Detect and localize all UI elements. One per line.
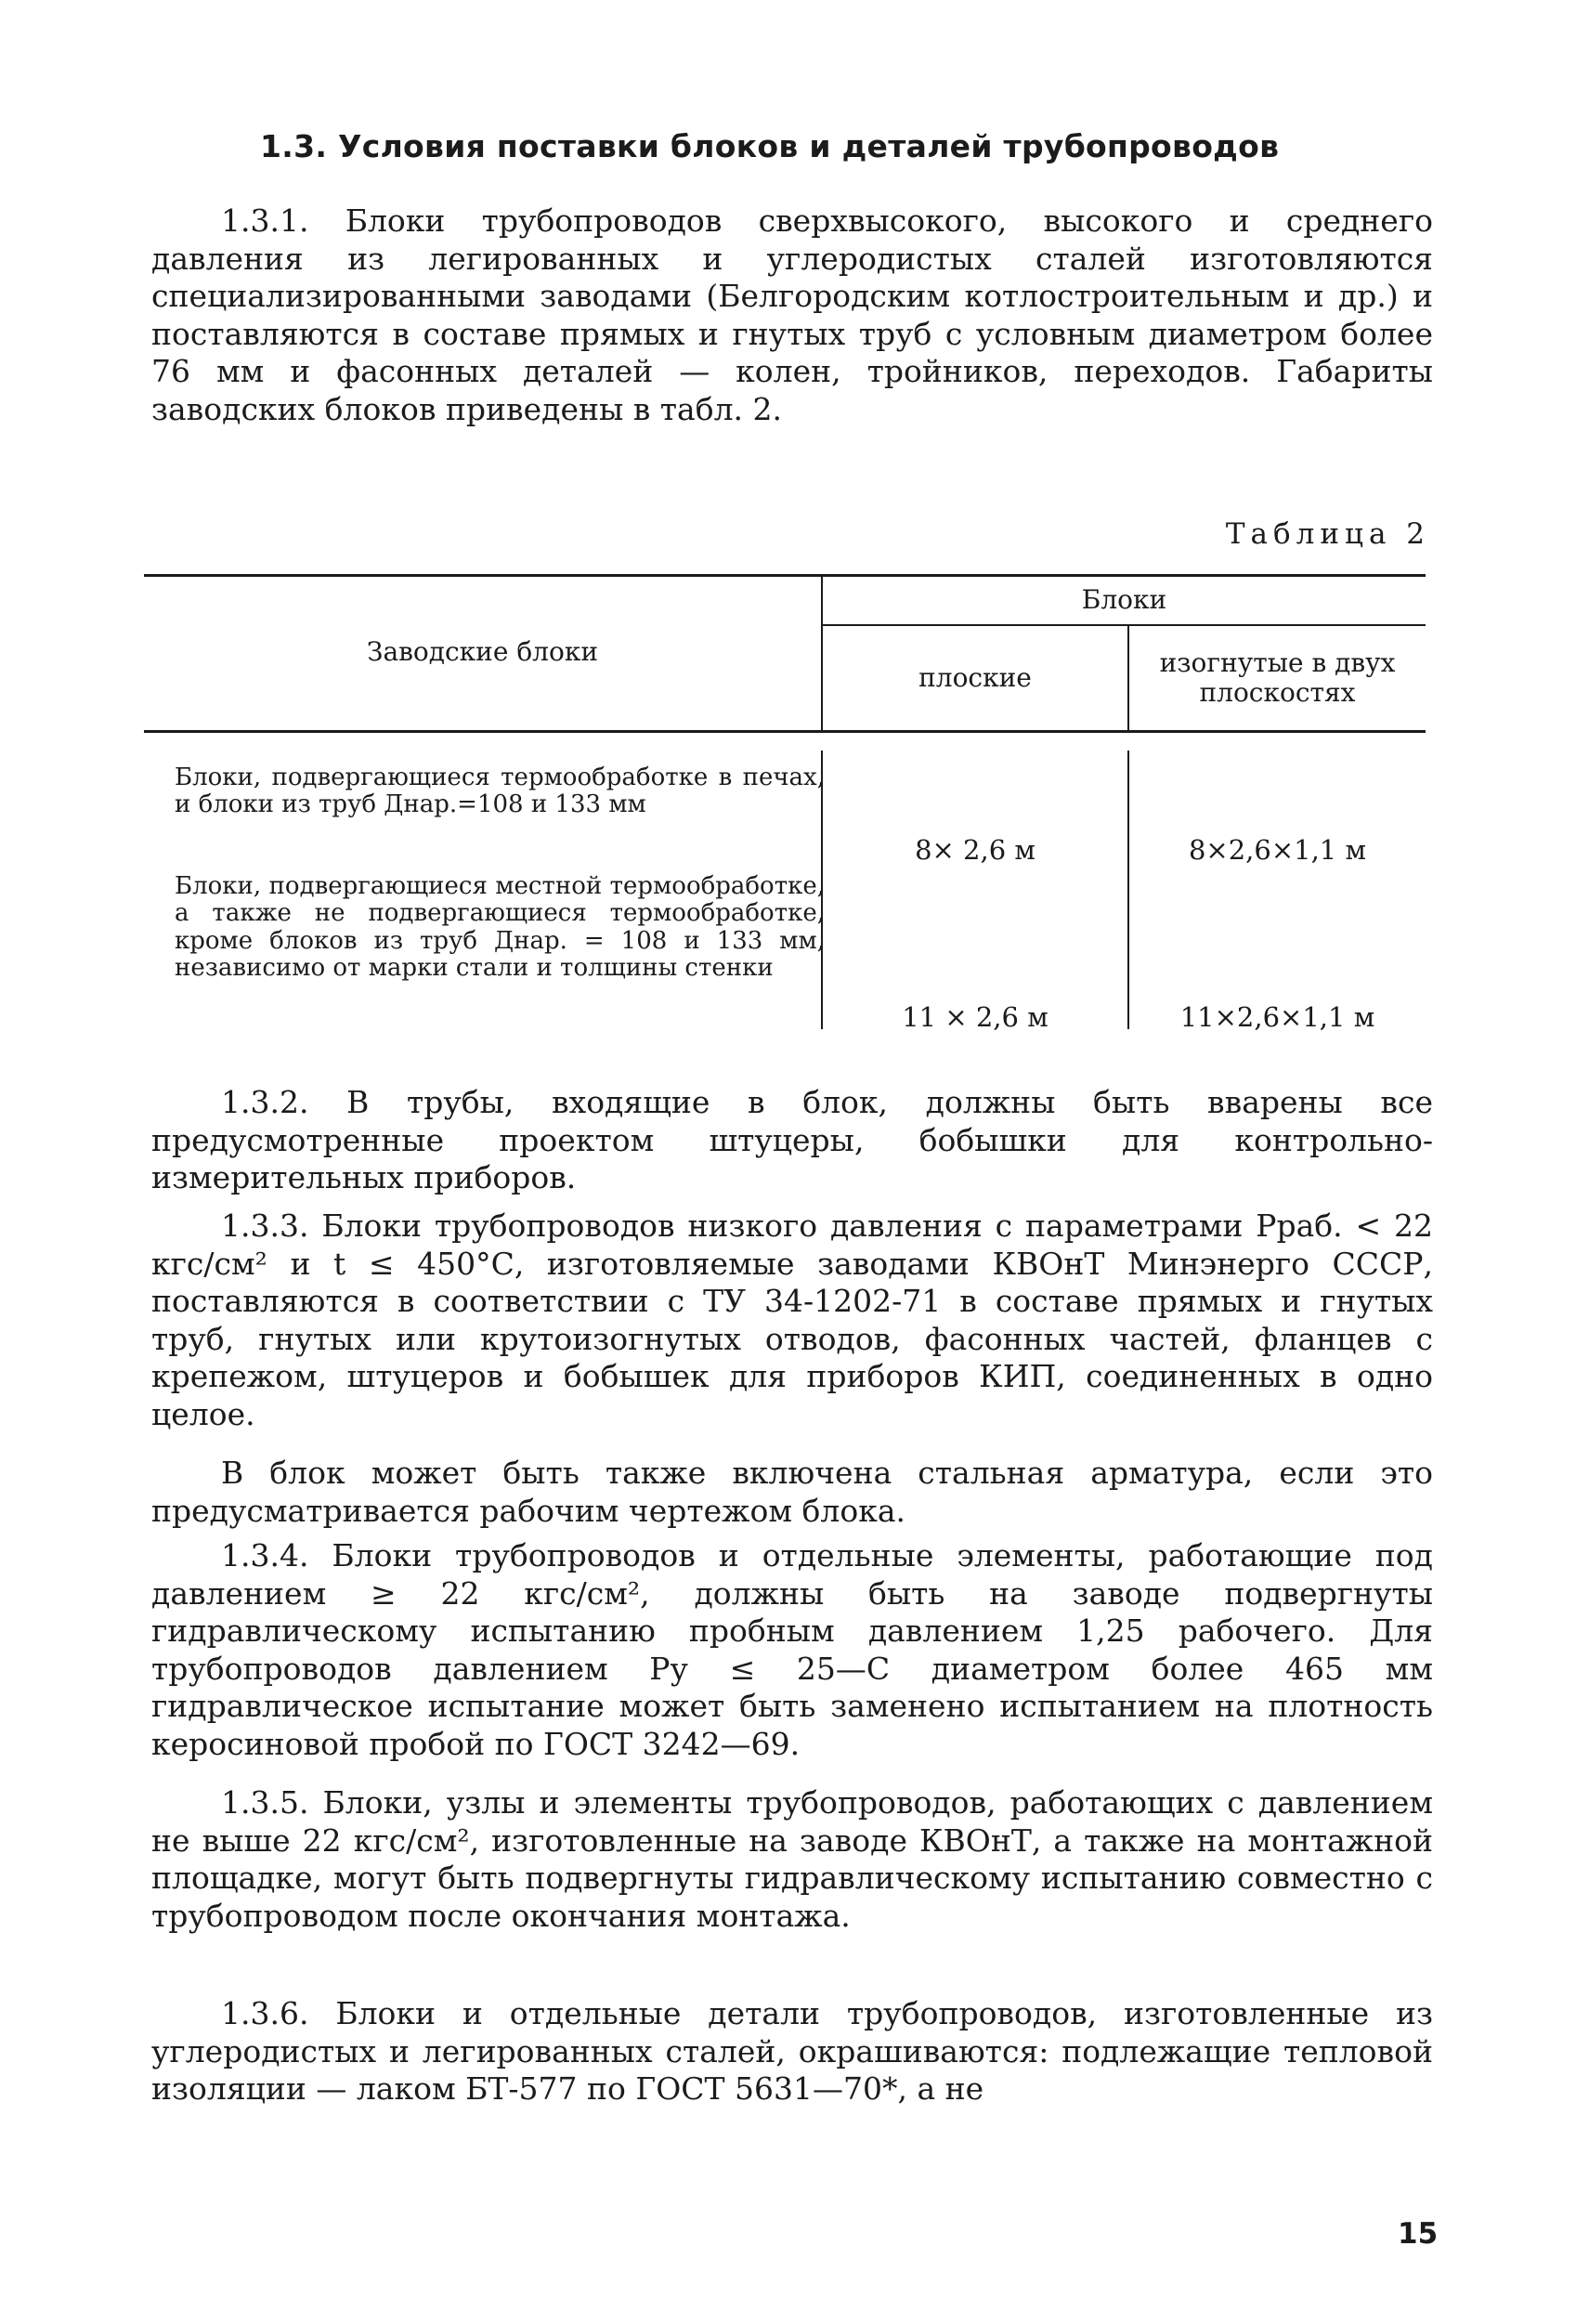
table-header-rule — [144, 730, 1426, 733]
table-row-2-desc: Блоки, подвергающиеся местной термообработке, а также не подвергающиеся термообработке, кроме блоков из труб Днар. = 108 и 133 мм, независимо от марки стали и толщины стенки — [175, 872, 825, 983]
page-number: 15 — [1398, 2217, 1439, 2251]
paragraph-1-3-3: 1.3.3. Блоки трубопроводов низкого давления с параметрами Pраб. < 22 кгс/см² и t ≤ 450°С, изготовляемые заводами КВОнТ Минэнерго СССР, поставляются в соответствии с ТУ 34-1202-71 в составе прямых и гнутых труб, гнутых или крутоизогнутых отводов, фасонных частей, фланцев с крепежом, штуцеров и бобышек для приборов КИП, соединенных в одно целое. — [151, 1208, 1433, 1432]
section-heading: 1.3. Условия поставки блоков и деталей трубопроводов — [260, 128, 1280, 164]
table-row-1-bent: 8×2,6×1,1 м — [1188, 834, 1367, 866]
table-row-1-desc: Блоки, подвергающиеся термообработке в печах, и блоки из труб Днар.=108 и 133 мм — [175, 764, 825, 819]
paragraph-1-3-3-cont: В блок может быть также включена стальная арматура, если это предусматривается рабочим чертежом блока. — [151, 1455, 1433, 1529]
table-row-1-flat: 8× 2,6 м — [915, 834, 1035, 866]
paragraph-1-3-1: 1.3.1. Блоки трубопроводов сверхвысокого, высокого и среднего давления из легированных и углеродистых сталей изготовляются специализированными заводами (Белгородским котлостроительным и др.) и поставляются в составе прямых и гнутых труб с условным диаметром более 76 мм и фасонных деталей — колен, тройников, переходов. Габариты заводских блоков приведены в табл. 2. — [151, 202, 1433, 427]
table-row-2-bent: 11×2,6×1,1 м — [1179, 1001, 1375, 1033]
paragraph-1-3-5: 1.3.5. Блоки, узлы и элементы трубопроводов, работающих с давлением не выше 22 кгс/см², изготовленные на заводе КВОнТ, а также на монтажной площадке, могут быть подвергнуты гидравлическому испытанию совместно с трубопроводом после окончания монтажа. — [151, 1784, 1433, 1934]
header-bent: изогнутые в двух плоскостях — [1159, 647, 1396, 708]
header-blocks: Блоки — [1081, 584, 1167, 615]
body-divider-2 — [1127, 751, 1129, 1029]
paragraph-1-3-6: 1.3.6. Блоки и отдельные детали трубопроводов, изготовленные из углеродистых и легированных сталей, окрашиваются: подлежащие тепловой изоляции — лаком БТ-577 по ГОСТ 5631—70*, а не — [151, 1995, 1433, 2107]
table-caption: Таблица 2 — [1225, 517, 1430, 551]
paragraph-1-3-2: 1.3.2. В трубы, входящие в блок, должны быть вварены все предусмотренные проектом штуцеры, бобышки для контрольно-измерительных приборов. — [151, 1084, 1433, 1195]
header-flat: плоские — [918, 662, 1032, 693]
paragraph-1-3-4: 1.3.4. Блоки трубопроводов и отдельные элементы, работающие под давлением ≥ 22 кгс/см², должны быть на заводе подвергнуты гидравлическому испытанию пробным давлением 1,25 рабочего. Для трубопроводов давлением Pу ≤ 25—C диаметром более 465 мм гидравлическое испытание может быть заменено испытанием на плотность керосиновой пробой по ГОСТ 3242—69. — [151, 1537, 1433, 1762]
table-row-2-flat: 11 × 2,6 м — [902, 1001, 1048, 1033]
header-factory-blocks: Заводские блоки — [367, 636, 598, 667]
